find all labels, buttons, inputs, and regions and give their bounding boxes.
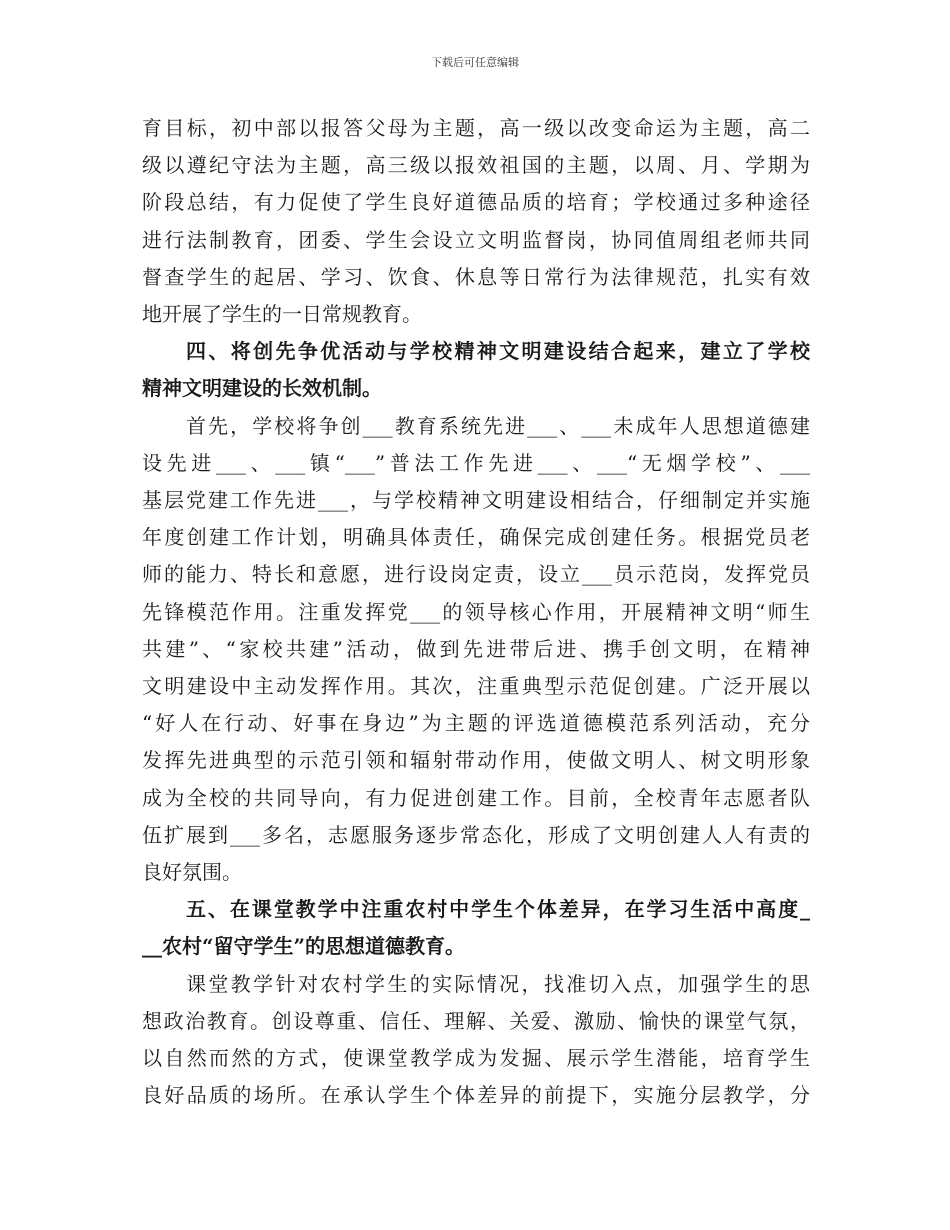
paragraph-line: 发挥先进典型的示范引领和辐射带动作用，使做文明人、树文明形象 (142, 748, 810, 773)
paragraph-line: 地开展了学生的一日常规教育。 (142, 302, 422, 326)
paragraph-line: 基层党建工作先进___，与学校精神文明建设相结合，仔细制定并实施 (142, 488, 810, 512)
paragraph-line: 以自然而然的方式，使课堂教学成为发掘、展示学生潜能，培育学生 (142, 1046, 810, 1070)
paragraph-line: 育目标，初中部以报答父母为主题，高一级以改变命运为主题，高二 (142, 116, 810, 140)
paragraph-line: 伍扩展到___多名，志愿服务逐步常态化，形成了文明创建人人有责的 (142, 822, 810, 847)
paragraph-line: 设先进___、___镇“___”普法工作先进___、___“无烟学校”、___ (142, 450, 810, 475)
paragraph-line: 文明建设中主动发挥作用。其次，注重典型示范促创建。广泛开展以 (142, 674, 810, 698)
paragraph-line: 进行法制教育，团委、学生会设立文明监督岗，协同值周组老师共同 (142, 227, 810, 252)
paragraph-line: 年度创建工作计划，明确具体责任，确保完成创建任务。根据党员老 (142, 525, 810, 550)
section-heading-line: 精神文明建设的长效机制。 (142, 376, 382, 401)
paragraph-line: 督查学生的起居、学习、饮食、休息等日常行为法律规范，扎实有效 (142, 264, 810, 289)
paragraph-line: “好人在行动、好事在身边”为主题的评选道德模范系列活动，充分 (142, 711, 810, 736)
paragraph-line: 想政治教育。创设尊重、信任、理解、关爱、激励、愉快的课堂气氛， (142, 1008, 810, 1033)
paragraph-line: 良好品质的场所。在承认学生个体差异的前提下，实施分层教学，分 (142, 1083, 810, 1108)
paragraph-line: 首先，学校将争创___教育系统先进___、___未成年人思想道德建 (186, 413, 810, 438)
paragraph-line: 师的能力、特长和意愿，进行设岗定责，设立___员示范岗，发挥党员 (142, 562, 810, 587)
paragraph-line: 级以遵纪守法为主题，高三级以报效祖国的主题，以周、月、学期为 (142, 153, 810, 178)
paragraph-line: 共建”、“家校共建”活动，做到先进带后进、携手创文明，在精神 (142, 636, 810, 661)
section-heading-line: __农村“留守学生”的思想道德教育。 (142, 934, 466, 959)
page-header: 下载后可任意编辑 (431, 56, 519, 69)
paragraph-line: 课堂教学针对农村学生的实际情况，找准切入点，加强学生的思 (186, 971, 810, 996)
paragraph-line: 阶段总结，有力促使了学生良好道德品质的培育；学校通过多种途径 (142, 190, 810, 215)
section-heading-line: 四、将创先争优活动与学校精神文明建设结合起来，建立了学校 (186, 339, 810, 364)
paragraph-line: 良好氛围。 (142, 860, 242, 884)
paragraph-line: 成为全校的共同导向，有力促进创建工作。目前，全校青年志愿者队 (142, 785, 810, 810)
paragraph-line: 先锋模范作用。注重发挥党___的领导核心作用，开展精神文明“师生 (142, 599, 810, 624)
section-heading-line: 五、在课堂教学中注重农村中学生个体差异，在学习生活中高度_ (186, 897, 810, 922)
